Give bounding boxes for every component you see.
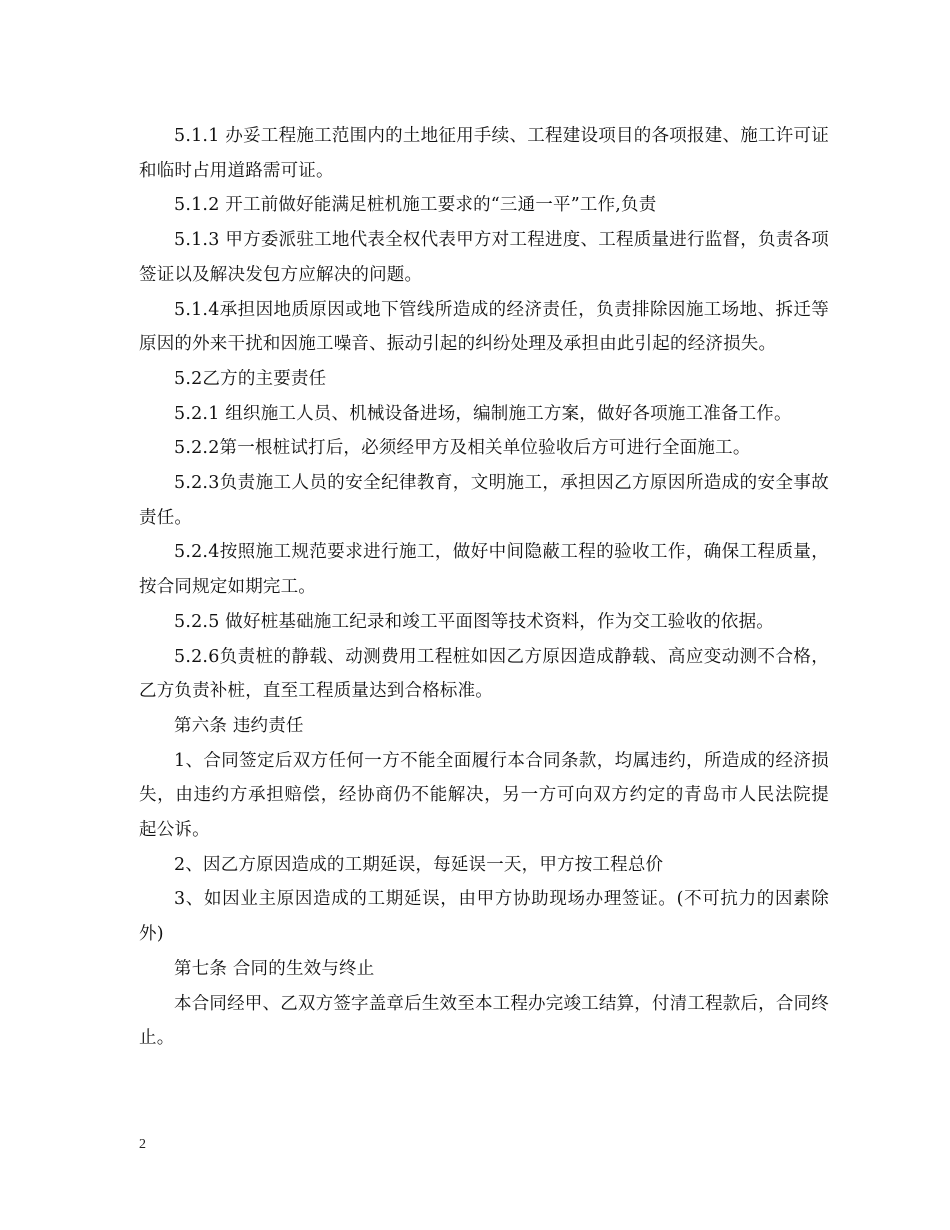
article-7-body: 本合同经甲、乙双方签字盖章后生效至本工程办完竣工结算，付清工程款后，合同终止。	[139, 993, 829, 1049]
paragraph-5-1-3: 5.1.3 甲方委派驻工地代表全权代表甲方对工程进度、工程质量进行监督，负责各项签证以及解决发包方应解决的问题。	[139, 230, 829, 285]
article-6-clause-3: 3、如因业主原因造成的工期延误，由甲方协助现场办理签证。(不可抗力的因素除外)	[139, 889, 829, 945]
page-number: 2	[139, 1137, 146, 1152]
article-6-clause-1: 1、合同签定后双方任何一方不能全面履行本合同条款，均属违约，所造成的经济损失，由违约方承担赔偿，经协商仍不能解决，另一方可向双方约定的青岛市人民法院提起公诉。	[139, 750, 829, 841]
paragraph-5-2-1: 5.2.1 组织施工人员、机械设备进场，编制施工方案，做好各项施工准备工作。	[174, 403, 792, 424]
paragraph-5-1-4: 5.1.4承担因地质原因或地下管线所造成的经济责任，负责排除因施工场地、拆迁等原因的外来干扰和因施工噪音、振动引起的纠纷处理及承担由此引起的经济损失。	[139, 299, 829, 355]
paragraph-5-2-2: 5.2.2第一根桩试打后，必须经甲方及相关单位验收后方可进行全面施工。	[174, 438, 751, 459]
paragraph-5-1-2: 5.1.2 开工前做好能满足桩机施工要求的“三通一平”工作,负责	[174, 195, 657, 216]
section-heading-5-2: 5.2乙方的主要责任	[174, 368, 327, 389]
paragraph-5-2-5: 5.2.5 做好桩基础施工纪录和竣工平面图等技术资料，作为交工验收的依据。	[174, 611, 774, 632]
article-6-clause-2: 2、因乙方原因造成的工期延误，每延误一天，甲方按工程总价	[174, 854, 664, 875]
paragraph-5-2-4: 5.2.4按照施工规范要求进行施工，做好中间隐蔽工程的验收工作，确保工程质量，按合同规定如期完工。	[139, 542, 829, 598]
paragraph-5-2-3: 5.2.3负责施工人员的安全纪律教育，文明施工，承担因乙方原因所造成的安全事故责任。	[139, 473, 829, 528]
paragraph-5-2-6: 5.2.6负责桩的静载、动测费用工程桩如因乙方原因造成静载、高应变动测不合格，乙方负责补桩，直至工程质量达到合格标准。	[139, 646, 829, 702]
paragraph-5-1-1: 5.1.1 办妥工程施工范围内的土地征用手续、工程建设项目的各项报建、施工许可证和临时占用道路需可证。	[139, 126, 829, 181]
article-7-heading: 第七条 合同的生效与终止	[174, 958, 375, 979]
document-body	[139, 119, 829, 1056]
article-6-heading: 第六条 违约责任	[174, 715, 304, 736]
